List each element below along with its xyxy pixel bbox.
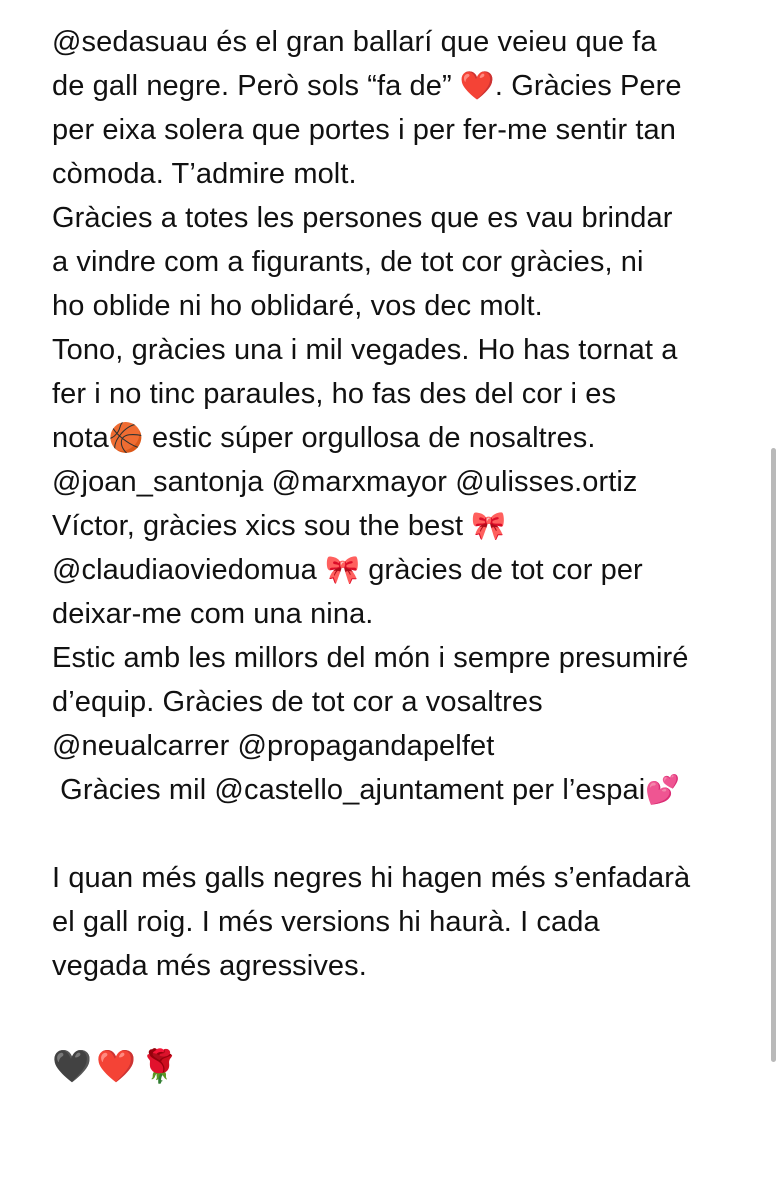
ribbon-icon: 🎀 (325, 554, 361, 585)
note-line (52, 504, 752, 548)
note-line-text: Víctor, gràcies xics sou the best (52, 510, 472, 542)
ribbon-icon: 🎀 (471, 510, 507, 541)
note-line (52, 64, 752, 108)
closing-emoji-row (52, 1044, 752, 1088)
note-line-text: @claudiaoviedomua (52, 554, 326, 586)
note-line: el gall roig. I més versions hi haurà. I cada (52, 906, 600, 938)
note-line: Gràcies a totes les persones que es vau brindar (52, 202, 673, 234)
note-line: d’equip. Gràcies de tot cor a vosaltres (52, 686, 543, 718)
note-line-text: de gall negre. Però sols “fa de” (52, 70, 460, 102)
note-line: @sedasuau és el gran ballarí que veieu que fa (52, 26, 657, 58)
note-text-body[interactable] (52, 20, 752, 1088)
note-line (52, 768, 752, 812)
basketball-icon: 🏀 (108, 422, 144, 453)
note-line (52, 416, 752, 460)
note-line (52, 548, 752, 592)
note-line: deixar-me com una nina. (52, 598, 374, 630)
note-line-text: Gràcies mil @castello_ajuntament per l’espai (52, 774, 646, 806)
black-heart-icon: 🖤 (52, 1048, 92, 1084)
note-line-text: nota (52, 422, 109, 454)
note-line-text: estic súper orgullosa de nosaltres. (143, 422, 596, 454)
note-line: fer i no tinc paraules, ho fas des del cor i es (52, 378, 617, 410)
note-line: Estic amb les millors del món i sempre presumiré (52, 642, 689, 674)
note-line-text: . Gràcies Pere (494, 70, 682, 102)
note-line-text: gràcies de tot cor per (360, 554, 643, 586)
note-line: ho oblide ni ho oblidaré, vos dec molt. (52, 290, 543, 322)
note-line: per eixa solera que portes i per fer-me sentir tan (52, 114, 676, 146)
blank-line (52, 812, 752, 856)
scrollbar[interactable] (770, 0, 778, 1200)
rose-icon: 🌹 (139, 1048, 180, 1084)
note-line: @neualcarrer @propagandapelfet (52, 730, 495, 762)
red-heart-icon: ❤️ (95, 1048, 136, 1084)
note-line: vegada més agressives. (52, 950, 367, 982)
note-line: còmoda. T’admire molt. (52, 158, 357, 190)
scrollbar-thumb[interactable] (771, 448, 776, 1062)
note-line: a vindre com a figurants, de tot cor gràcies, ni (52, 246, 644, 278)
note-line: Tono, gràcies una i mil vegades. Ho has tornat a (52, 334, 678, 366)
note-line: @joan_santonja @marxmayor @ulisses.ortiz (52, 466, 638, 498)
note-line: I quan més galls negres hi hagen més s’enfadarà (52, 862, 691, 894)
red-heart-icon: ❤️ (459, 70, 495, 101)
blank-line (52, 988, 752, 1032)
two-hearts-icon: 💕 (645, 774, 681, 805)
